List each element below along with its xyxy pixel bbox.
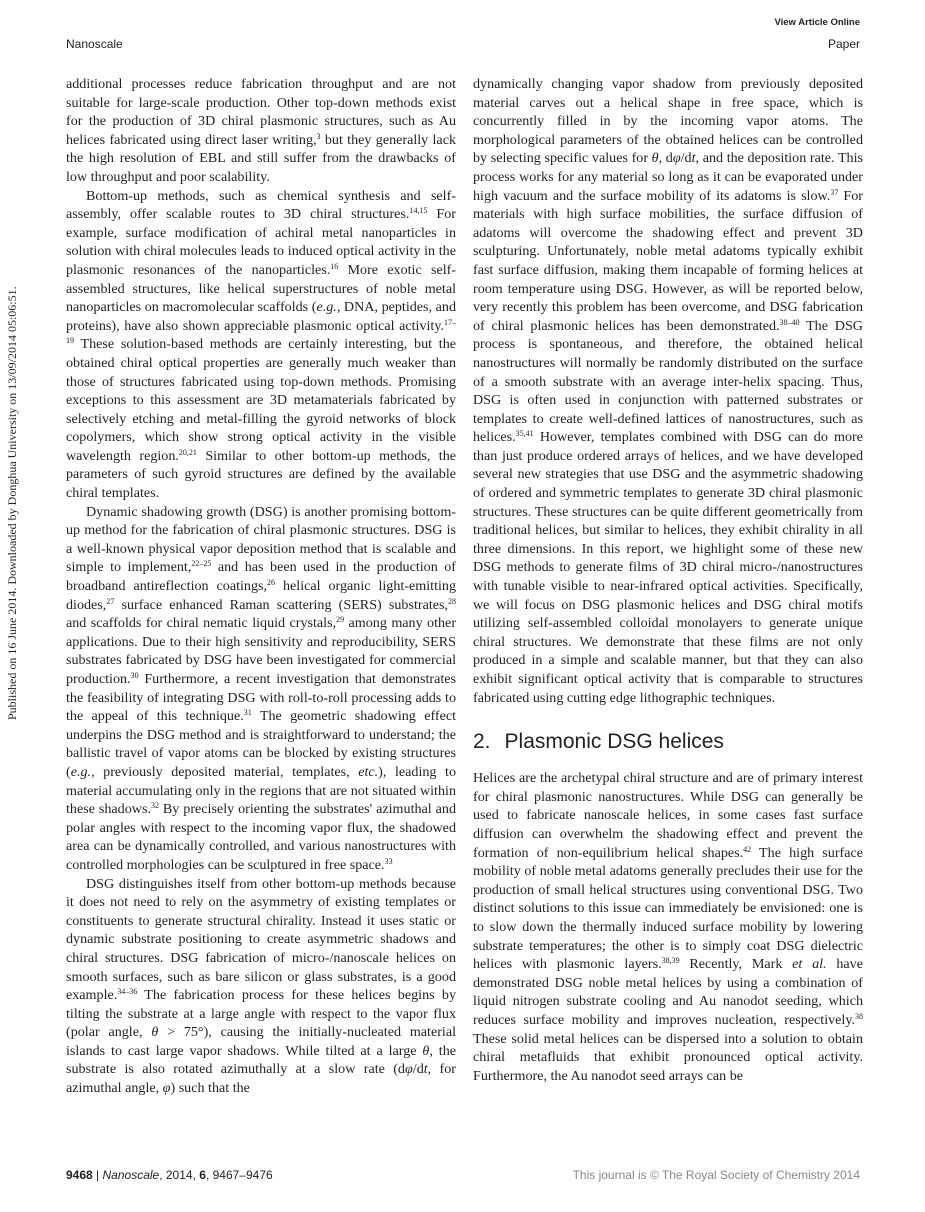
citation-ref[interactable]: 22–25 [191,559,212,569]
italic-text: φ [162,1080,171,1097]
download-watermark: Published on 16 June 2014. Downloaded by Donghua University on 13/09/2014 05:06:51. [5,286,19,720]
right-column-top [473,75,863,707]
text-run[interactable]: Recently, Mark [679,956,793,973]
citation-ref[interactable]: 30 [130,671,139,680]
text-run[interactable]: By precisely orienting the substrates' azimuthal and polar angles with respect to the incoming vapor flux, the shadowed area can be dynamically controlled, and various nanostructures with controlled morphologies can be sculptured in free space. [66,801,456,873]
right-column-bottom [473,769,863,1085]
text-run[interactable]: These solution-based methods are certainly interesting, but the obtained chiral optical properties are generally much weaker than those of structures fabricated using top-down methods. Promising exceptions to this assessment are 3D metamaterials fabricated by selectively etching and metal-filling the gyroid networks of block copolymers, which show strong optical activity in the visible wavelength region. [66,336,456,464]
text-run[interactable]: The fabrication process for these helices begins by tilting the substrate at a large angle with respect to the vapor flux (polar angle, [66,987,456,1041]
text-run[interactable]: but they generally lack the high resolution of EBL and still suffer from the drawbacks of low throughput and poor scalability. [66,131,456,185]
italic-text: etc. [358,763,379,780]
text-run[interactable]: However, templates combined with DSG can do more than just produce ordered arrays of helices, and we have developed several new strategies that use DSG and the asymmetric shadowing of ordered and symmetric templates to generate 3D chiral plasmonic structures. These structures can be quite different geometrically from traditional helices, but similar to helices, they exhibit chirality in all three dimensions. In this report, we highlight some of these new DSG methods to generate films of 3D chiral micro-/nanostructures with tunable visible to near-infrared optical activities. Specifically, we will focus on DSG plasmonic helices and DSG chiral motifs utilizing self-assembled colloidal monolayers to generate unique chiral structures. We demonstrate that these films are not only produced in a simple and scalable manner, but that they can also exhibit significant optical activity that is comparable to structures fabricated using cutting edge lithographic techniques. [473,429,863,706]
citation-ref[interactable]: 17–19 [66,317,456,346]
italic-text: θ [651,150,659,167]
running-head-journal: Nanoscale [66,37,123,51]
text-run[interactable]: The DSG process is spontaneous, and therefore, the obtained helical nanostructures will normally be randomly distributed on the surface of a smooth substrate with an average inter-helix spacing. Thus, DSG is often used in conjunction with patterned substrates or templates to create well-defined lattices of nanostructures, such as helices. [473,317,863,446]
citation-ref[interactable]: 35,41 [515,429,534,439]
footer-copyright: This journal is © The Royal Society of Chemistry 2014 [572,1168,860,1182]
text-run[interactable]: /d [412,1061,424,1078]
text-run[interactable]: have demonstrated DSG noble metal helices by using a combination of liquid nitrogen substrate cooling and Au nanodot seeding, which reduces surface mobility and improves nucleation, respectively. [473,956,863,1028]
italic-text: t [423,1061,428,1078]
text-run[interactable]: These solid metal helices can be dispersed into a solution to obtain chiral metafluids that exhibit pronounced optical activity. Furthermore, the Au nanodot seed arrays can be [473,1030,863,1084]
italic-text: t [691,150,696,167]
text-run[interactable]: , DNA, peptides, and proteins), have also shown appreciable plasmonic optical activity. [66,299,456,334]
left-column [66,75,456,1098]
text-run[interactable]: , for azimuthal angle, [66,1061,456,1097]
text-run[interactable]: More exotic self-assembled structures, like helical superstructures of noble metal nanoparticles on macromolecular scaffolds ( [66,261,456,316]
text-run[interactable]: , d [658,150,673,167]
text-run[interactable]: Furthermore, a recent investigation that demonstrates the feasibility of integrating DSG with roll-to-roll processing adds to the appeal of this technique. [66,671,456,725]
text-run[interactable]: /d [680,150,692,167]
citation-ref[interactable]: 20,21 [178,447,197,457]
footer-citation: 9468 | Nanoscale, 2014, 6, 9467–9476 [66,1168,273,1182]
text-run[interactable]: , previously deposited material, templates, [91,763,359,780]
text-run[interactable]: helical organic light-emitting diodes, [66,578,456,613]
citation-ref[interactable]: 14,15 [409,206,428,216]
section-title: Plasmonic DSG helices [504,730,724,754]
body-paragraph [473,75,863,707]
citation-ref[interactable]: 28 [448,596,456,606]
citation-ref[interactable]: 16 [330,261,339,271]
text-run[interactable]: dynamically changing vapor shadow from previously deposited material carves out a helical shape in free space, which is concurrently filled in by the incoming vapor atoms. The morphological parameters of the obtained helices can be controlled by selecting specific values for [473,76,863,167]
text-run[interactable]: , the substrate is also rotated azimuthally at a slow rate (d [66,1042,456,1078]
section-number: 2. [473,730,491,754]
text-run[interactable]: Bottom-up methods, such as chemical synthesis and self-assembly, offer scalable routes to 3D chiral structures. [66,187,456,223]
text-run[interactable]: ) such that the [170,1080,250,1097]
text-run[interactable]: among many other applications. Due to their high sensitivity and reproducibility, SERS substrates fabricated by DSG have been investigated for commercial production. [66,615,457,687]
body-paragraph [473,769,863,1085]
italic-text: e.g. [316,299,337,316]
citation-ref[interactable]: 32 [150,801,159,811]
body-paragraph [66,875,456,1098]
italic-text: θ [151,1024,159,1041]
italic-text: φ [672,150,681,167]
text-run[interactable]: For materials with high surface mobilities, the surface diffusion of adatoms will overcome the shadowing effect and prevent 3D sculpturing. Unfortunately, noble metal adatoms typically exhibit fast surface diffusion, making them incapable of forming helices at room temperature using DSG. However, as will be reported below, very recently this problem has been overcome, and DSG fabrication of chiral plasmonic helices has been demonstrated. [473,187,863,334]
view-article-online-link[interactable]: View Article Online [774,17,860,28]
citation-ref[interactable]: 3 [316,131,321,141]
citation-ref[interactable]: 38 [855,1011,863,1021]
page-number: 9468 [66,1168,93,1182]
footer-year: 2014, [165,1168,196,1182]
citation-ref[interactable]: 38,39 [661,956,680,966]
text-run[interactable]: The high surface mobility of noble metal adatoms generally precludes their use for the production of small helical structures using conventional DSG. Two distinct solutions to this issue can immediately be envisioned: one is to slow down the thermally induced surface mobility by lowering substrate temperatures; the other is to simply coat DSG dielectric helices with plasmonic layers. [473,844,863,973]
text-run[interactable]: additional processes reduce fabrication throughput and are not suitable for large-scale production. Other top-down methods exist for the production of 3D chiral plasmonic structures, such as Au helices fabricated using direct laser writing, [66,76,456,148]
section-heading [473,729,863,755]
text-run[interactable]: and scaffolds for chiral nematic liquid crystals, [66,615,337,632]
citation-ref[interactable]: 33 [384,856,393,866]
text-run[interactable]: The geometric shadowing effect underpins the DSG method and is straightforward to understand; the ballistic travel of vapor atoms can be blocked by existing structures ( [66,708,457,780]
text-run[interactable]: and has been used in the production of broadband antireflection coatings, [66,559,456,595]
citation-ref[interactable]: 42 [743,844,752,854]
footer-journal: Nanoscale [102,1168,160,1182]
body-paragraph [66,187,456,503]
right-column [473,75,863,1085]
text-run[interactable]: > 75°), causing the initially-nucleated material islands to cast large vapor shadows. While tilted at a large [66,1024,456,1059]
text-run[interactable]: For example, surface modification of achiral metal nanoparticles in solution with chiral molecules leads to induced optical activity in the plasmonic resonances of the nanoparticles. [66,206,456,278]
text-run[interactable]: , and the deposition rate. This process works for any material so long as it can be evaporated under high vacuum and the surface mobility of its adatoms is slow. [473,150,864,204]
body-paragraph [66,503,456,875]
citation-ref[interactable]: 27 [106,596,115,606]
footer-pages: , 9467–9476 [205,1168,273,1182]
citation-ref[interactable]: 34–36 [117,987,138,997]
citation-ref[interactable]: 31 [243,708,252,718]
text-run[interactable]: surface enhanced Raman scattering (SERS) substrates, [114,596,448,613]
text-run[interactable]: Dynamic shadowing growth (DSG) is another promising bottom-up method for the fabrication of chiral plasmonic structures. DSG is a well-known physical vapor deposition method that is scalable and simple to implement, [66,503,456,576]
footer-volume: 6 [199,1168,206,1182]
citation-ref[interactable]: 26 [267,578,276,588]
citation-ref[interactable]: 38–40 [779,317,800,327]
text-run[interactable]: Similar to other bottom-up methods, the parameters of such gyroid structures are defined by the available chiral templates. [66,447,457,502]
italic-text: e.g. [70,763,92,780]
italic-text: et al. [792,956,827,973]
body-paragraph [66,75,456,187]
text-run[interactable]: DSG distinguishes itself from other bottom-up methods because it does not need to rely on the asymmetry of existing templates or constituents to generate structural chirality. Instead it uses static or dynamic substrate positioning to create asymmetric shadows and chiral structures. DSG fabrication of micro-/nanoscale helices on smooth surfaces, such as bare silicon or glass substrates, is a good example. [66,875,456,1004]
running-head-section: Paper [827,37,860,51]
text-run[interactable]: Helices are the archetypal chiral structure and are of primary interest for chiral plasmonic nanostructures. While DSG can generally be used to fabricate nanoscale helices, in some cases fast surface diffusion can overwhelm the shadowing effect and prevent the formation of non-equilibrium helical shapes. [473,770,863,861]
citation-ref[interactable]: 29 [336,615,345,625]
italic-text: θ [422,1042,430,1059]
citation-ref[interactable]: 37 [830,187,839,197]
italic-text: φ [404,1061,413,1078]
text-run[interactable]: ), leading to material accumulating only in the regions that are not situated within these shadows. [66,763,456,818]
